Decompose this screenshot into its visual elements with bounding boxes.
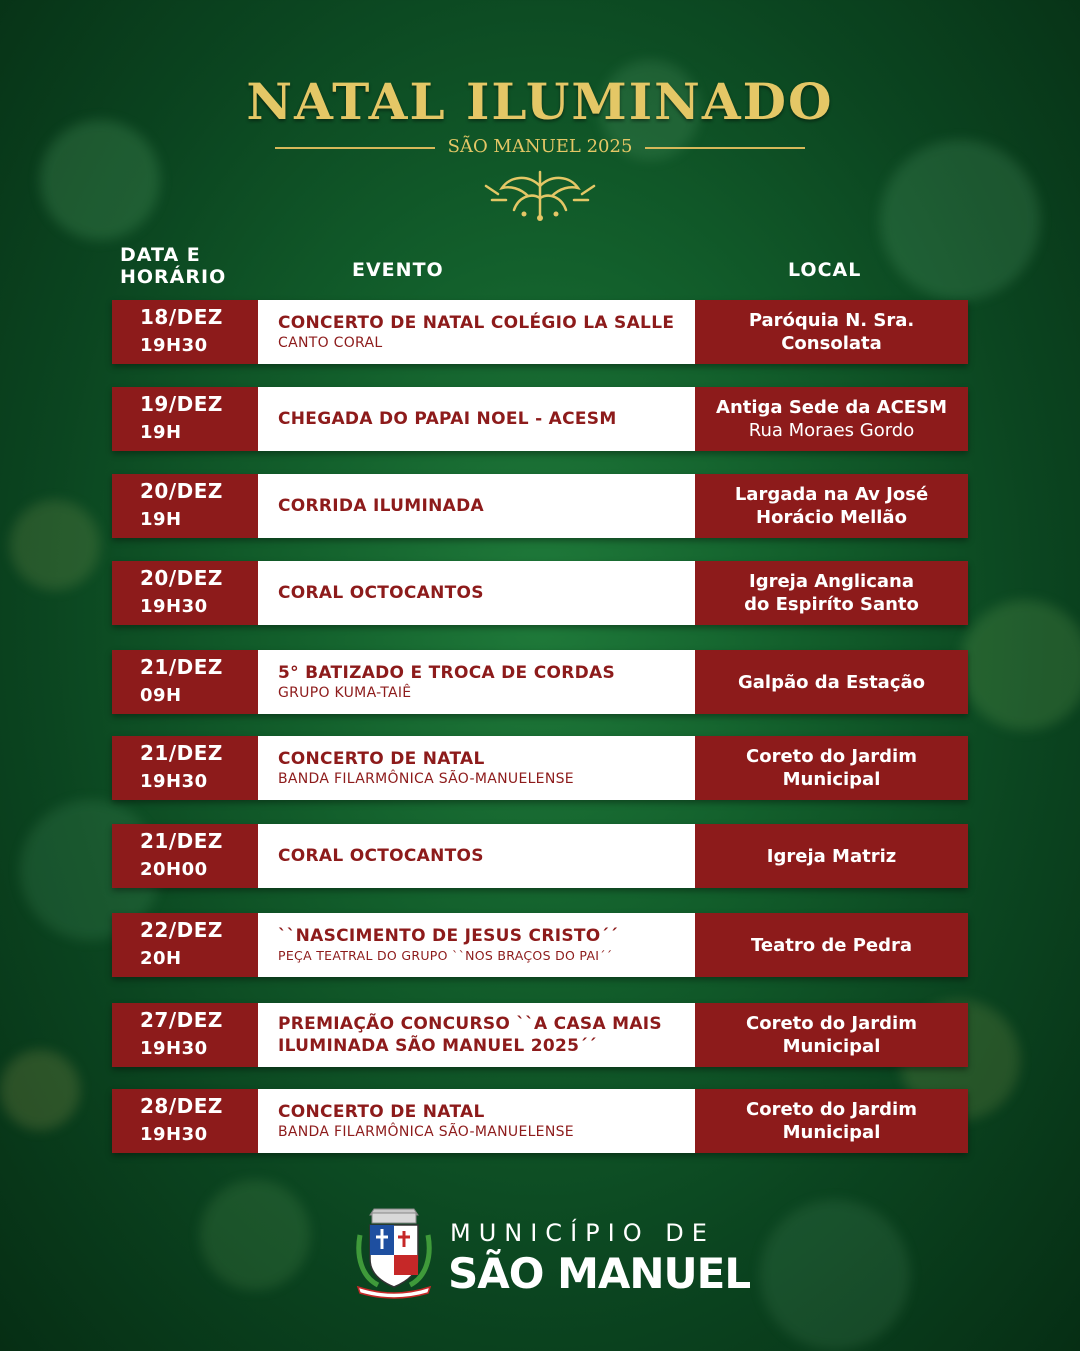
event-location-line1: Igreja Matriz	[766, 845, 897, 867]
event-date: 27/DEZ	[140, 1008, 223, 1032]
event-time: 19H30	[140, 771, 208, 792]
event-date-cell	[112, 913, 258, 977]
event-name: CONCERTO DE NATAL	[278, 1102, 485, 1122]
event-location-cell	[695, 913, 968, 977]
event-location-line1: Largada na Av José	[734, 484, 929, 505]
event-name-cell	[258, 300, 695, 364]
event-subtitle: GRUPO KUMA-TAIÊ	[278, 685, 412, 701]
event-date-cell	[112, 736, 258, 800]
event-location-line1: Coreto do Jardim	[746, 1013, 917, 1034]
event-row	[112, 824, 968, 888]
event-date-cell	[112, 474, 258, 538]
event-row	[112, 300, 968, 364]
event-date-cell	[112, 1089, 258, 1153]
column-header-date	[120, 244, 260, 288]
event-location-cell	[695, 736, 968, 800]
event-location-line2: Municipal	[782, 1122, 881, 1143]
municipality-logo	[352, 1207, 752, 1307]
event-name: CORAL OCTOCANTOS	[278, 846, 484, 866]
event-location-cell	[695, 561, 968, 625]
event-location-cell	[695, 474, 968, 538]
event-location-cell	[695, 1003, 968, 1067]
event-name: CORAL OCTOCANTOS	[278, 583, 484, 603]
ornament-icon	[480, 166, 600, 222]
event-date-cell	[112, 387, 258, 451]
event-time: 09H	[140, 685, 182, 706]
event-row	[112, 474, 968, 538]
event-location-line1: Coreto do Jardim	[746, 1099, 917, 1120]
city-name: SÃO MANUEL	[448, 1249, 751, 1298]
event-location-line1: Coreto do Jardim	[746, 746, 917, 767]
event-subtitle: PEÇA TEATRAL DO GRUPO ``NOS BRAÇOS DO PAI´´	[278, 948, 613, 963]
page-subtitle: SÃO MANUEL 2025	[447, 136, 633, 157]
page-title: NATAL ILUMINADO	[246, 72, 834, 131]
event-location-line1: Galpão da Estação	[738, 671, 925, 693]
event-row	[112, 1003, 968, 1067]
event-location-cell	[695, 650, 968, 714]
event-name: PREMIAÇÃO CONCURSO ``A CASA MAIS	[278, 1014, 662, 1034]
event-date: 19/DEZ	[140, 392, 223, 416]
event-location-line1: Igreja Anglicana	[749, 571, 914, 592]
event-name-cell	[258, 1089, 695, 1153]
event-row	[112, 387, 968, 451]
event-name-cell	[258, 561, 695, 625]
subtitle-divider-right	[645, 147, 805, 149]
subtitle-row	[275, 134, 805, 160]
event-row	[112, 736, 968, 800]
column-header-event: EVENTO	[352, 259, 444, 281]
municipality-label: MUNICÍPIO DE	[450, 1219, 715, 1247]
event-date: 20/DEZ	[140, 479, 223, 503]
event-time: 19H30	[140, 335, 208, 356]
event-row	[112, 913, 968, 977]
event-location-line2: Municipal	[782, 769, 881, 790]
event-time: 20H	[140, 948, 182, 969]
event-location-line2: do Espiríto Santo	[744, 594, 919, 615]
event-row	[112, 1089, 968, 1153]
event-date: 18/DEZ	[140, 305, 223, 329]
column-header-date-line1: DATA E	[120, 244, 201, 266]
event-row	[112, 650, 968, 714]
column-header-date-line2: HORÁRIO	[120, 266, 227, 288]
event-name: 5° BATIZADO E TROCA DE CORDAS	[278, 663, 616, 683]
event-location-line2: Municipal	[782, 1036, 881, 1057]
subtitle-divider-left	[275, 147, 435, 149]
event-date: 28/DEZ	[140, 1094, 223, 1118]
event-time: 19H30	[140, 596, 208, 617]
event-time: 20H00	[140, 859, 208, 880]
event-date-cell	[112, 561, 258, 625]
event-subtitle: BANDA FILARMÔNICA SÃO-MANUELENSE	[278, 771, 574, 787]
event-name-cell	[258, 1003, 695, 1067]
event-date: 21/DEZ	[140, 741, 223, 765]
event-subtitle: CANTO CORAL	[278, 335, 383, 351]
event-date-cell	[112, 1003, 258, 1067]
event-time: 19H30	[140, 1038, 208, 1059]
event-date-cell	[112, 824, 258, 888]
event-date: 21/DEZ	[140, 829, 223, 853]
page-header	[0, 72, 1080, 226]
event-name-cell	[258, 474, 695, 538]
event-location-line1: Teatro de Pedra	[750, 934, 913, 956]
coat-of-arms-icon	[352, 1207, 436, 1299]
event-name: CONCERTO DE NATAL COLÉGIO LA SALLE	[278, 313, 675, 333]
event-time: 19H30	[140, 1124, 208, 1145]
event-row	[112, 561, 968, 625]
event-name: CONCERTO DE NATAL	[278, 749, 485, 769]
event-name-cell	[258, 913, 695, 977]
event-subtitle: BANDA FILARMÔNICA SÃO-MANUELENSE	[278, 1124, 574, 1140]
event-name: ``NASCIMENTO DE JESUS CRISTO´´	[278, 926, 619, 946]
event-name: CORRIDA ILUMINADA	[278, 496, 484, 516]
event-location-cell	[695, 300, 968, 364]
event-name-cell	[258, 824, 695, 888]
event-location-line1: Antiga Sede da ACESM	[716, 397, 947, 418]
event-date-cell	[112, 650, 258, 714]
event-location-line2: Horácio Mellão	[756, 507, 907, 528]
event-date-cell	[112, 300, 258, 364]
column-header-local: LOCAL	[788, 259, 862, 281]
event-location-cell	[695, 824, 968, 888]
event-location-line2: Rua Moraes Gordo	[748, 420, 915, 441]
event-location-line2: Consolata	[781, 333, 882, 354]
event-name-cell	[258, 650, 695, 714]
event-name: CHEGADA DO PAPAI NOEL - ACESM	[278, 409, 617, 429]
event-date: 22/DEZ	[140, 918, 223, 942]
event-location-line1: Paróquia N. Sra.	[748, 310, 915, 331]
event-date: 20/DEZ	[140, 566, 223, 590]
event-name-cell	[258, 387, 695, 451]
event-location-cell	[695, 387, 968, 451]
event-date: 21/DEZ	[140, 655, 223, 679]
event-name-cell	[258, 736, 695, 800]
event-location-cell	[695, 1089, 968, 1153]
event-time: 19H	[140, 422, 182, 443]
event-time: 19H	[140, 509, 182, 530]
event-name-line2: ILUMINADA SÃO MANUEL 2025´´	[278, 1036, 597, 1056]
